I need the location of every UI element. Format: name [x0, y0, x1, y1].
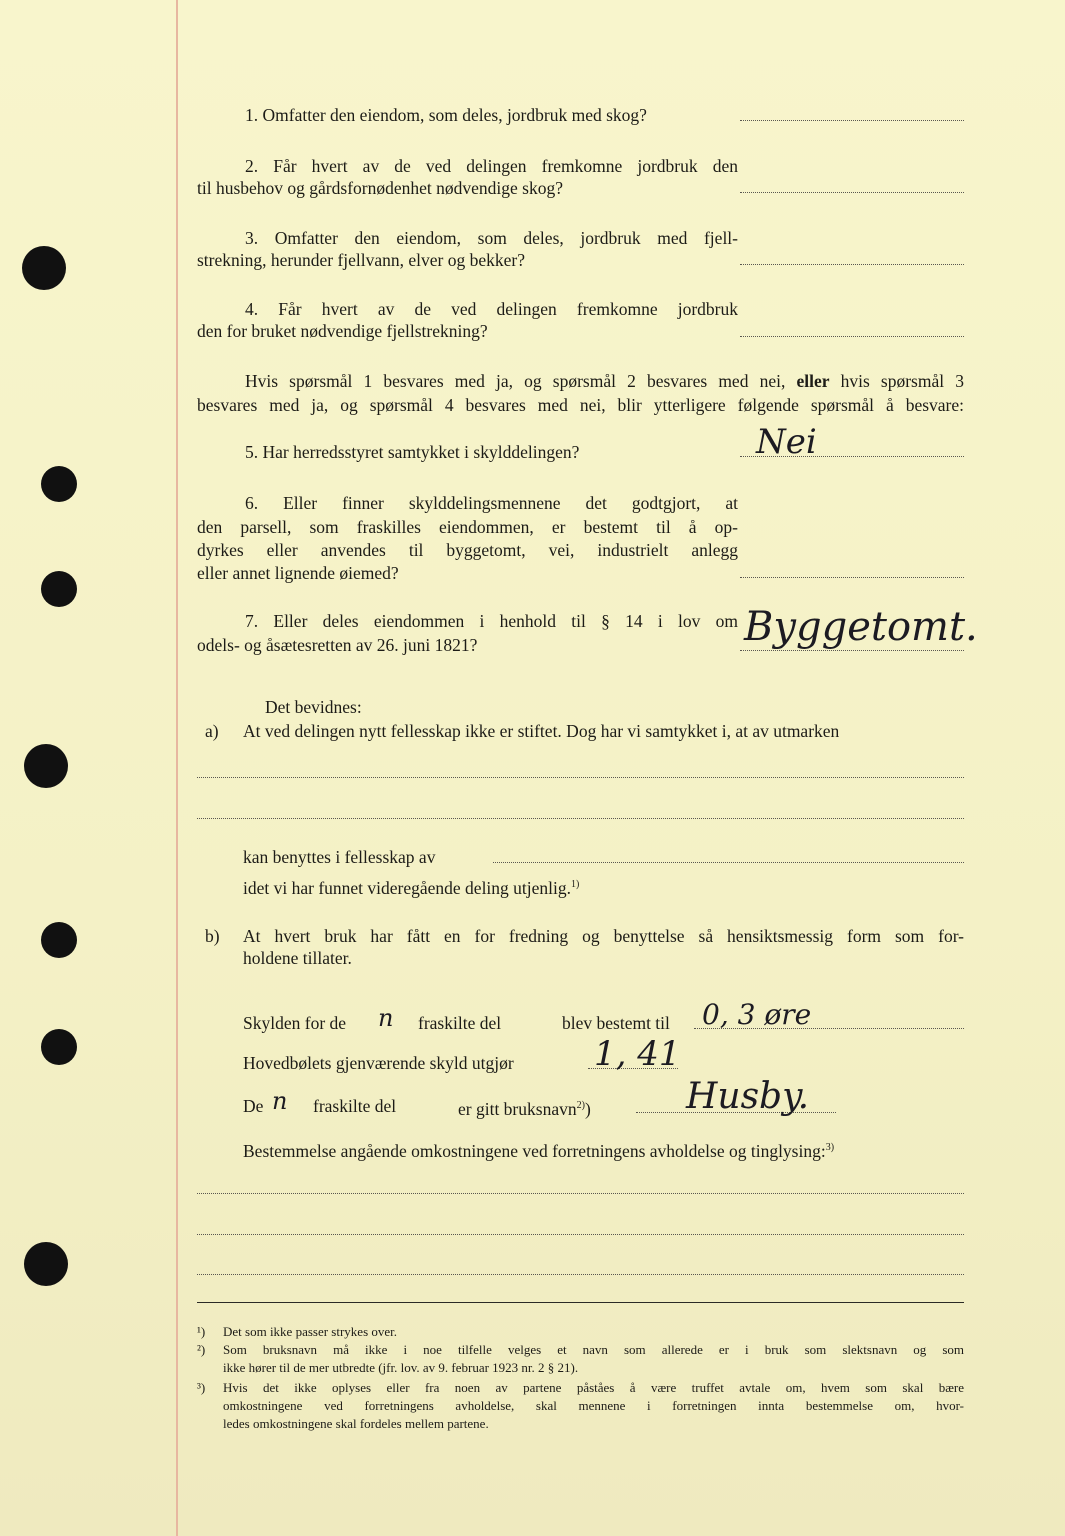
footnote-3-mark: ³) [197, 1380, 206, 1395]
punch-hole [41, 922, 77, 958]
footnote-1-mark: ¹) [197, 1324, 206, 1339]
question-3-line-1: 3. Omfatter den eiendom, som deles, jordbruk med fjell- [245, 228, 738, 248]
question-3-line-2: strekning, herunder fjellvann, elver og bekker? [197, 250, 525, 270]
skyld-value-handwriting: 0, 3 øre [702, 998, 812, 1031]
shared-use-line [493, 862, 964, 863]
condition-line-1 [245, 370, 964, 392]
name-label-b: fraskilte del [313, 1096, 397, 1116]
punch-hole [24, 744, 68, 788]
question-4-line-1: 4. Får hvert av de ved delingen fremkomne jordbruk [245, 299, 738, 319]
item-a-text: At ved delingen nytt fellesskap ikke er stiftet. Dog har vi samtykket i, at av utmarken [243, 721, 840, 741]
item-a-label: a) [205, 721, 219, 741]
certify-heading: Det bevidnes: [265, 697, 362, 717]
footnote-3-line-1: Hvis det ikke oplyses eller fra noen av partene påståes å være truffet avtale om, hvem som skal bære [223, 1380, 964, 1395]
reason-text: idet vi har funnet videregående deling utjenlig. [243, 877, 572, 898]
condition-bold: eller [796, 371, 830, 391]
name-close-paren: ) [584, 1098, 591, 1119]
question-7-line-2: odels- og åsætesretten av 26. juni 1821? [197, 635, 478, 655]
condition-line-2: besvares med ja, og spørsmål 4 besvares med nei, blir ytterligere følgende spørsmål å besvare: [197, 395, 964, 415]
footnote-3-line-3: ledes omkostningene skal fordeles mellem partene. [223, 1416, 489, 1431]
punch-hole [24, 1242, 68, 1286]
cost-text: Bestemmelse angående omkostningene ved forretningens avholdelse og tinglysing: [243, 1140, 826, 1161]
footnote-1: Det som ikke passer strykes over. [223, 1324, 398, 1339]
cost-line [243, 1137, 834, 1162]
question-2-line-1: 2. Får hvert av de ved delingen fremkomne jordbruk den [245, 156, 738, 176]
blank-line [197, 818, 964, 819]
answer-line-1 [740, 120, 964, 121]
answer-5-handwriting: Nei [756, 422, 817, 462]
question-2-line-2: til husbehov og gårdsfornødenhet nødvendige skog? [197, 178, 563, 198]
question-4-line-2: den for bruket nødvendige fjellstrekning? [197, 321, 488, 341]
hoved-label: Hovedbølets gjenværende skyld utgjør [243, 1053, 514, 1073]
footnote-separator [197, 1302, 964, 1303]
question-6-line-3: dyrkes eller anvendes til byggetomt, vei, industrielt anlegg [197, 540, 738, 560]
answer-line-4 [740, 336, 964, 337]
item-b-label: b) [205, 926, 220, 946]
reason-footnote-ref: 1) [571, 879, 580, 890]
footnote-3-line-2: omkostningene ved forretningens avholdelse, skal mennene i forretningen innta bestemmelse om, hvor- [223, 1398, 964, 1413]
answer-7-handwriting: Byggetomt. [744, 604, 978, 650]
item-b-line-1: At hvert bruk har fått en for fredning og benyttelse så hensiktsmessig form som for- [243, 926, 964, 946]
answer-line-7 [740, 650, 964, 651]
punch-hole [41, 1029, 77, 1065]
hoved-value-handwriting: 1, 41 [594, 1034, 681, 1074]
answer-line-3 [740, 264, 964, 265]
answer-line-6 [740, 577, 964, 578]
margin-line [176, 0, 178, 1536]
blank-line [197, 1274, 964, 1275]
skyld-label-c: blev bestemt til [562, 1013, 670, 1033]
blank-line [197, 1193, 964, 1194]
name-handwritten-suffix: n [272, 1087, 288, 1115]
question-7-line-1: 7. Eller deles eiendommen i henhold til § 14 i lov om [245, 611, 738, 631]
footnote-2-mark: ²) [197, 1342, 206, 1357]
question-6-line-1: 6. Eller finner skylddelingsmennene det godtgjort, at [245, 493, 738, 513]
question-5: 5. Har herredsstyret samtykket i skylddelingen? [245, 442, 580, 462]
cost-footnote-ref: 3) [825, 1142, 835, 1153]
name-label-c-text: er gitt bruksnavn [458, 1098, 577, 1119]
name-label-a: De [243, 1096, 264, 1116]
skyld-label-b: fraskilte del [418, 1013, 502, 1033]
question-1: 1. Omfatter den eiendom, som deles, jordbruk med skog? [245, 105, 647, 125]
footnote-2-line-2: ikke hører til de mer utbredte (jfr. lov. av 9. februar 1923 nr. 2 § 21). [223, 1360, 579, 1375]
punch-hole [41, 571, 77, 607]
answer-line-2 [740, 192, 964, 193]
skyld-label-a: Skylden for de [243, 1013, 347, 1033]
name-value-handwriting: Husby. [686, 1076, 810, 1117]
question-6-line-4: eller annet lignende øiemed? [197, 563, 399, 583]
reason-line [243, 874, 579, 899]
name-footnote-ref: 2) [576, 1100, 585, 1111]
shared-use-label: kan benyttes i fellesskap av [243, 847, 436, 867]
item-b-line-2: holdene tillater. [243, 948, 352, 968]
name-label-c [458, 1095, 591, 1120]
question-6-line-2: den parsell, som fraskilles eiendommen, er bestemt til å op- [197, 517, 738, 537]
punch-hole [22, 246, 66, 290]
condition-text-a: Hvis spørsmål 1 besvares med ja, og spørsmål 2 besvares med nei, [245, 371, 786, 391]
skyld-handwritten-suffix: n [378, 1004, 394, 1032]
footnote-2-line-1: Som bruksnavn må ikke i noe tilfelle velges et navn som allerede er i bruk som slektsnavn og som [223, 1342, 964, 1357]
blank-line [197, 777, 964, 778]
condition-text-b: hvis spørsmål 3 [840, 371, 964, 391]
blank-line [197, 1234, 964, 1235]
punch-hole [41, 466, 77, 502]
